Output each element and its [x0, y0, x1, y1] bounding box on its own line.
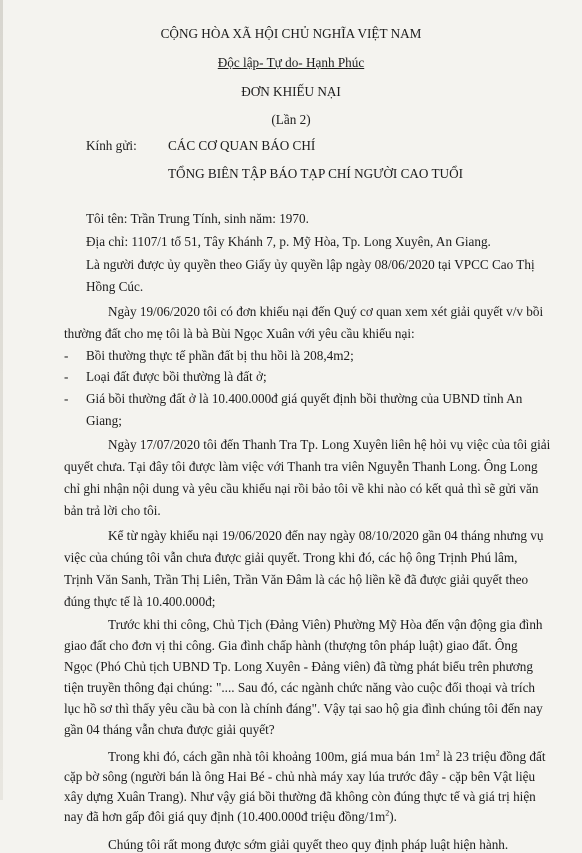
recipient-1: CÁC CƠ QUAN BÁO CHÍ — [168, 138, 316, 153]
country-heading: CỘNG HÒA XÃ HỘI CHỦ NGHĨA VIỆT NAM — [160, 26, 422, 41]
paragraph-3-line-3: Trịnh Văn Sanh, Trần Thị Liên, Trần Văn Đâm là các hộ liền kề đã được giải quyết theo — [64, 572, 529, 587]
document-title: ĐƠN KHIẾU NẠI — [241, 84, 341, 99]
bullet-dash: - — [64, 348, 69, 363]
paragraph-2-line-3: chỉ ghi nhận nội dung và yêu cầu khiếu nại rồi bảo tôi về khi nào có kết quả thì sẽ gửi văn — [64, 481, 539, 496]
paragraph-1-line-1: Ngày 19/06/2020 tôi có đơn khiếu nại đến Quý cơ quan xem xét giải quyết v/v bồi — [108, 304, 544, 319]
recipients-label: Kính gửi: — [86, 138, 137, 153]
paragraph-5-line-1-text: Trong khi đó, cách gần nhà tôi khoảng 100m, giá mua bán 1m — [108, 749, 436, 764]
paragraph-5-line-1 — [108, 749, 546, 765]
authorization-line-1: Là người được ủy quyền theo Giấy ủy quyền lập ngày 08/06/2020 tại VPCC Cao Thị — [86, 257, 535, 272]
paragraph-4-line-1: Trước khi thi công, Chủ Tịch (Đảng Viên) Phường Mỹ Hòa đến vận động gia đình — [108, 617, 543, 632]
bullet-dash: - — [64, 369, 69, 384]
bullet-2: Loại đất được bồi thường là đất ở; — [86, 369, 267, 384]
paragraph-3-line-1: Kể từ ngày khiếu nại 19/06/2020 đến nay ngày 08/10/2020 gần 04 tháng nhưng vụ — [108, 528, 544, 543]
bullet-dash: - — [64, 391, 69, 406]
paragraph-3-line-2: việc của chúng tôi vẫn chưa được giải quyết. Trong khi đó, các hộ ông Trịnh Phú lâm, — [64, 550, 518, 565]
paragraph-4-line-5: lục hồ sơ thì thấy yêu cầu bà con là chính đáng". Vậy tại sao hộ gia đình chúng tôi đến nay — [64, 701, 543, 716]
sender-address: Địa chỉ: 1107/1 tổ 51, Tây Khánh 7, p. Mỹ Hòa, Tp. Long Xuyên, An Giang. — [86, 234, 491, 249]
attempt-number: (Lần 2) — [271, 112, 311, 127]
paragraph-4-line-3: Ngọc (Phó Chủ tịch UBND Tp. Long Xuyên - Đảng viên) đã từng phát biểu trên phương — [64, 659, 533, 674]
paragraph-3-line-4: đúng thực tế là 10.400.000đ; — [64, 594, 216, 609]
paragraph-5-line-2: cặp bờ sông (người bán là ông Hai Bé - chủ nhà máy xay lúa trước đây - cặp bên Vật liệu — [64, 769, 536, 784]
bullet-3-line-2: Giang; — [86, 413, 122, 428]
paragraph-5-line-4 — [64, 809, 397, 825]
paragraph-4-line-2: giao đất cho đơn vị thi công. Gia đình chấp hành (thượng tôn pháp luật) giao đất. Ông — [64, 638, 518, 653]
paragraph-5-line-4-text: nay đã hơn gấp đôi giá quy định (10.400.000đ triệu đồng/1m — [64, 809, 386, 824]
paragraph-5-line-1-text-end: là 23 triệu đồng đất — [439, 749, 546, 764]
recipient-2: TỔNG BIÊN TẬP BÁO TẠP CHÍ NGƯỜI CAO TUỔI — [168, 166, 463, 181]
paragraph-2-line-2: quyết chưa. Tại đây tôi được làm việc với Thanh tra viên Nguyễn Thanh Long. Ông Long — [64, 459, 538, 474]
bullet-1: Bồi thường thực tế phần đất bị thu hồi là 208,4m2; — [86, 348, 354, 363]
paragraph-5-line-3: xây dựng Xuân Trang). Như vậy giá bồi thường đã không còn đúng thực tế và giá trị hiện — [64, 789, 536, 804]
sender-name: Tôi tên: Trần Trung Tính, sinh năm: 1970. — [86, 211, 309, 226]
authorization-line-2: Hồng Cúc. — [86, 279, 144, 294]
superscript-exponent: 2 — [385, 808, 390, 818]
paragraph-4-line-4: tiện truyền thông đại chúng: ".... Sau đó, các ngành chức năng vào cuộc đối thoại và trích — [64, 680, 536, 695]
motto: Độc lập- Tự do- Hạnh Phúc — [217, 55, 365, 70]
paragraph-1-line-2: thường đất cho mẹ tôi là bà Bùi Ngọc Xuân với yêu cầu khiếu nại: — [64, 326, 415, 341]
paragraph-2-line-4: bản trả lời cho tôi. — [64, 503, 161, 518]
paragraph-4-line-6: gần 04 tháng vẫn chưa được giải quyết? — [64, 722, 275, 737]
paragraph-2-line-1: Ngày 17/07/2020 tôi đến Thanh Tra Tp. Long Xuyên liên hệ hỏi vụ việc của tôi giải — [108, 437, 551, 452]
paragraph-6: Chúng tôi rất mong được sớm giải quyết theo quy định pháp luật hiện hành. — [108, 837, 509, 852]
superscript-exponent: 2 — [435, 748, 440, 758]
bullet-3-line-1: Giá bồi thường đất ở là 10.400.000đ giá quyết định bồi thường của UBND tỉnh An — [86, 391, 523, 406]
paragraph-5-line-4-text-end: ). — [389, 809, 397, 824]
